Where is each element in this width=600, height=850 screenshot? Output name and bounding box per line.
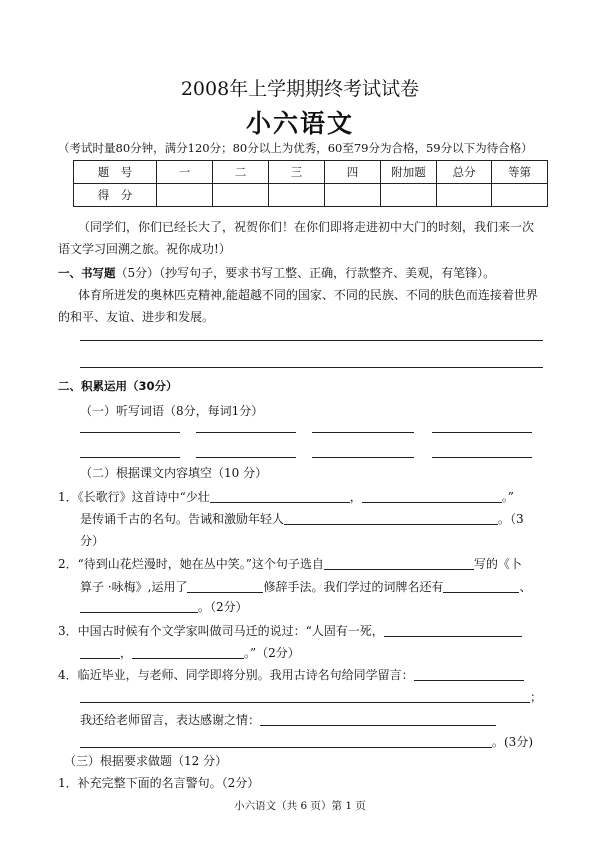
copy-text-line-2: 的和平、友谊、进步和发展。 <box>58 310 215 324</box>
section2-title: 二、积累运用（30分） <box>58 379 178 393</box>
q2-blank[interactable] <box>324 557 474 570</box>
q3-blank[interactable] <box>132 646 244 659</box>
score-cell <box>213 184 269 207</box>
q2-blank[interactable] <box>80 600 198 613</box>
score-table-header-row <box>74 161 548 184</box>
q4-text: ； <box>530 690 543 704</box>
score-cell <box>157 184 213 207</box>
dictation-blank[interactable] <box>312 432 414 433</box>
dictation-blank[interactable] <box>432 432 532 433</box>
dictation-blank[interactable] <box>196 457 296 458</box>
q2-text: 、 <box>519 580 532 594</box>
question-4-line-3 <box>80 711 496 728</box>
q2-text: 算子 ·咏梅》,运用了 <box>80 580 188 594</box>
q1-score-wrap: 分） <box>80 534 105 548</box>
part2-heading: （二）根据课文内容填空（10 分） <box>80 466 268 480</box>
q2-blank[interactable] <box>443 580 519 593</box>
q3-blank[interactable] <box>384 624 522 637</box>
dictation-blank[interactable] <box>80 432 180 433</box>
section1-instruction: （抄写句子，要求书写工整、正确，行款整齐、美观，有笔锋）。 <box>159 266 496 280</box>
question-1-line-1 <box>58 488 514 505</box>
writing-line[interactable] <box>80 367 543 368</box>
question-2-line-1 <box>58 555 522 572</box>
q4-blank[interactable] <box>260 713 496 726</box>
score-table <box>73 160 548 207</box>
intro-line-1: （同学们，你们已经长大了，祝贺你们！在你们即将走进初中大门的时刻，我们来一次 <box>78 220 535 234</box>
q1-text: 是传诵千古的名句。告诫和激励年轻人 <box>80 512 285 526</box>
q1-blank[interactable] <box>284 512 498 525</box>
copy-text-line-1: 体育所迸发的奥林匹克精神,能超越不同的国家、不同的民族、不同的肤色而连接着世界 <box>78 288 538 302</box>
q1-text: ， <box>349 490 362 504</box>
q3-text: ， <box>120 646 133 660</box>
score-header-cell: 总分 <box>437 161 492 184</box>
exam-note: （考试时量80分钟，满分120分；80分以上为优秀，60至79分为合格，59分以下为待合格） <box>58 141 533 155</box>
q1-text: 。” <box>501 490 514 504</box>
q1-blank[interactable] <box>362 490 502 503</box>
score-header-cell: 三 <box>269 161 325 184</box>
question-3-line-1 <box>58 622 522 639</box>
q1-blank[interactable] <box>210 490 350 503</box>
question-4-line-1 <box>58 666 524 683</box>
q3-blank[interactable] <box>80 646 120 659</box>
q4-blank[interactable] <box>414 668 524 681</box>
intro-line-2: 语文学习回溯之旅。祝你成功!） <box>58 242 231 256</box>
dictation-blank[interactable] <box>196 432 296 433</box>
dictation-blank[interactable] <box>80 457 180 458</box>
exam-subtitle: 小六语文 <box>245 109 354 138</box>
score-header-cell: 附加题 <box>381 161 437 184</box>
dictation-blank[interactable] <box>312 457 414 458</box>
score-header-cell: 二 <box>213 161 269 184</box>
score-cell <box>325 184 381 207</box>
q3-text: 3．中国古时候有个文学家叫做司马迁的说过：“人固有一死， <box>58 624 384 638</box>
q1-text: 1．《长歌行》这首诗中“少壮 <box>58 490 210 504</box>
q2-text: 2．“待到山花烂漫时，她在丛中笑。”这个句子选自 <box>58 557 324 571</box>
question-2-line-3 <box>80 598 248 615</box>
score-header-cell: 题 号 <box>74 161 157 184</box>
q3-text: 。”（2分） <box>244 646 300 660</box>
dictation-blank[interactable] <box>432 457 532 458</box>
score-cell <box>269 184 325 207</box>
score-cell <box>381 184 437 207</box>
score-cell <box>492 184 548 207</box>
question-1-line-2 <box>80 510 524 527</box>
section1-title: 一、书写题 <box>58 266 116 280</box>
question-4-line-4 <box>80 733 533 750</box>
score-header-cell: 等第 <box>492 161 548 184</box>
page-footer: 小六语文（共 6 页）第 1 页 <box>234 800 366 812</box>
score-table-score-row <box>74 184 548 207</box>
question-3-line-2 <box>80 644 300 661</box>
q2-text: 。（2分） <box>198 600 248 614</box>
q4-blank[interactable] <box>80 690 530 703</box>
section1-heading <box>58 264 495 281</box>
q4-blank[interactable] <box>80 735 492 748</box>
score-cell <box>437 184 492 207</box>
question-2-line-2 <box>80 578 531 595</box>
q4-text: 我还给老师留言，表达感谢之情： <box>80 713 261 727</box>
score-header-cell: 一 <box>157 161 213 184</box>
question-5: 1．补充完整下面的名言警句。（2分） <box>58 776 260 790</box>
exam-title: 2008年上学期期终考试试卷 <box>180 78 420 100</box>
writing-line[interactable] <box>80 340 543 341</box>
q4-text: 。(3分) <box>492 735 533 749</box>
part3-heading: （三）根据要求做题（12 分） <box>64 754 228 768</box>
score-row-label: 得 分 <box>74 184 157 207</box>
part1-heading: （一）听写词语（8分，每词1分） <box>80 404 264 418</box>
q2-blank[interactable] <box>187 580 263 593</box>
section1-score: （5分） <box>115 266 160 280</box>
q2-text: 修辞手法。我们学过的词牌名还有 <box>263 580 444 594</box>
question-4-line-2 <box>80 688 542 705</box>
q4-text: 4．临近毕业，与老师、同学即将分别。我用古诗名句给同学留言： <box>58 668 414 682</box>
score-header-cell: 四 <box>325 161 381 184</box>
q1-text: 。（3 <box>498 512 524 526</box>
q2-text: 写的《卜 <box>473 557 522 571</box>
